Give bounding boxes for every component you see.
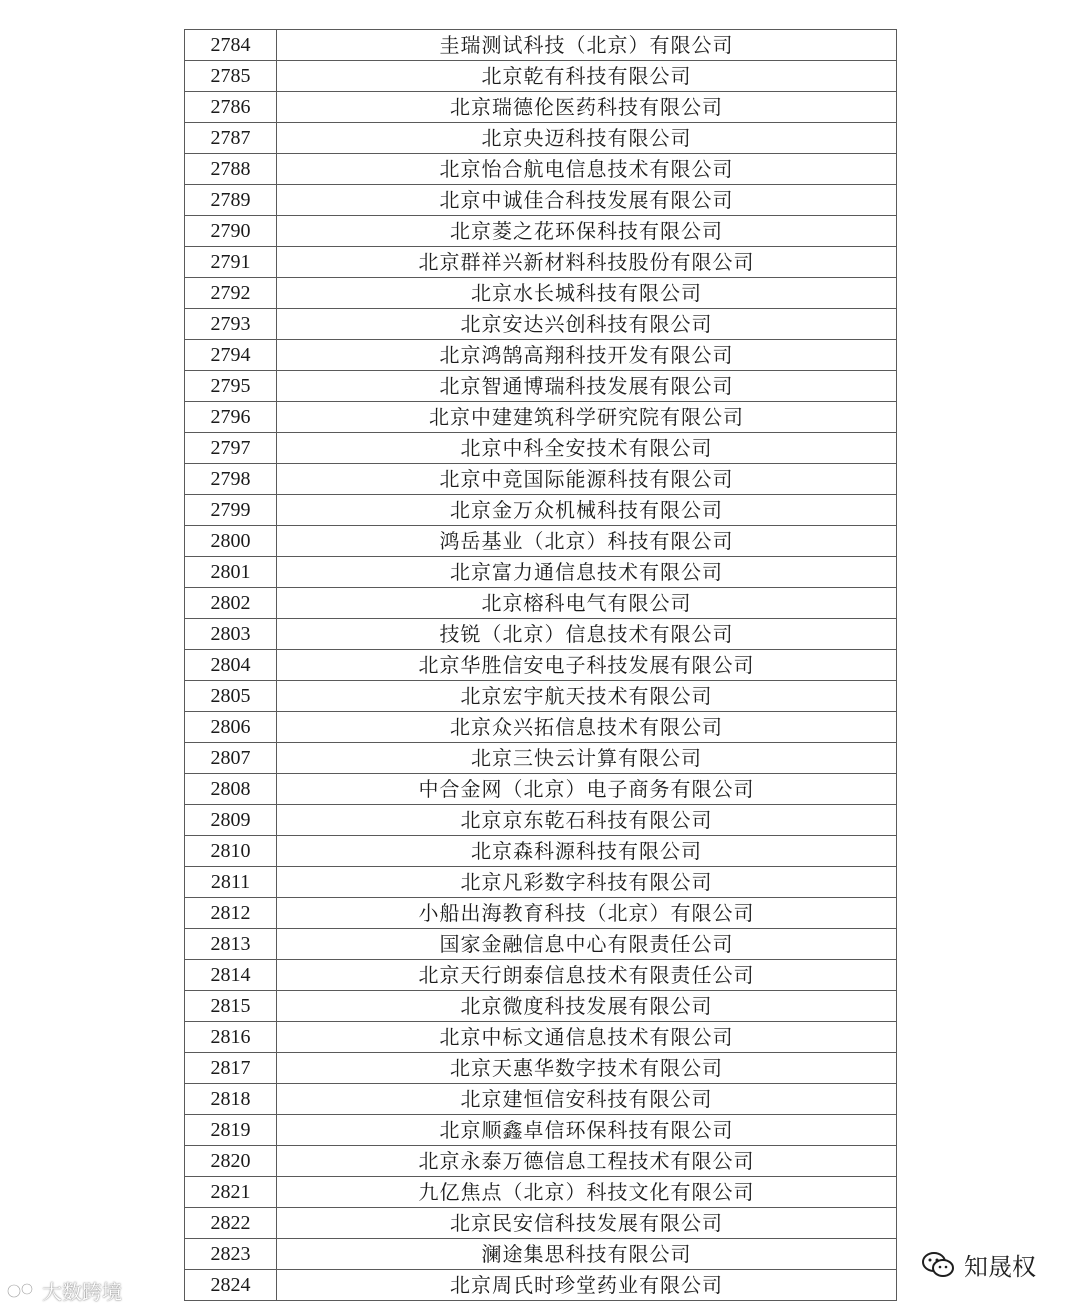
company-name-cell: 澜途集思科技有限公司 xyxy=(277,1239,897,1270)
row-number-cell: 2814 xyxy=(185,960,277,991)
table-row xyxy=(185,433,897,464)
company-name-cell: 北京榕科电气有限公司 xyxy=(277,588,897,619)
row-number-cell: 2791 xyxy=(185,247,277,278)
company-name-cell: 北京凡彩数字科技有限公司 xyxy=(277,867,897,898)
row-number-cell: 2785 xyxy=(185,61,277,92)
table-row xyxy=(185,1177,897,1208)
table-row xyxy=(185,61,897,92)
company-name-cell: 北京民安信科技发展有限公司 xyxy=(277,1208,897,1239)
table-row xyxy=(185,619,897,650)
table-row xyxy=(185,216,897,247)
row-number-cell: 2805 xyxy=(185,681,277,712)
table-row xyxy=(185,30,897,61)
table-row xyxy=(185,898,897,929)
company-name-cell: 北京中标文通信息技术有限公司 xyxy=(277,1022,897,1053)
row-number-cell: 2808 xyxy=(185,774,277,805)
row-number-cell: 2799 xyxy=(185,495,277,526)
table-row xyxy=(185,464,897,495)
table-row xyxy=(185,712,897,743)
watermark-right xyxy=(916,1245,1040,1284)
row-number-cell: 2790 xyxy=(185,216,277,247)
company-name-cell: 九亿焦点（北京）科技文化有限公司 xyxy=(277,1177,897,1208)
row-number-cell: 2812 xyxy=(185,898,277,929)
row-number-cell: 2801 xyxy=(185,557,277,588)
company-name-cell: 北京中建建筑科学研究院有限公司 xyxy=(277,402,897,433)
row-number-cell: 2806 xyxy=(185,712,277,743)
row-number-cell: 2784 xyxy=(185,30,277,61)
row-number-cell: 2823 xyxy=(185,1239,277,1270)
company-name-cell: 北京智通博瑞科技发展有限公司 xyxy=(277,371,897,402)
company-name-cell: 北京天惠华数字技术有限公司 xyxy=(277,1053,897,1084)
table-body xyxy=(185,30,897,1301)
company-name-cell: 北京京东乾石科技有限公司 xyxy=(277,805,897,836)
row-number-cell: 2815 xyxy=(185,991,277,1022)
company-name-cell: 北京微度科技发展有限公司 xyxy=(277,991,897,1022)
company-name-cell: 北京怡合航电信息技术有限公司 xyxy=(277,154,897,185)
table-row xyxy=(185,743,897,774)
row-number-cell: 2811 xyxy=(185,867,277,898)
table-row xyxy=(185,867,897,898)
table-row xyxy=(185,805,897,836)
row-number-cell: 2818 xyxy=(185,1084,277,1115)
row-number-cell: 2795 xyxy=(185,371,277,402)
table-row xyxy=(185,1022,897,1053)
row-number-cell: 2824 xyxy=(185,1270,277,1301)
table-row xyxy=(185,774,897,805)
company-name-cell: 国家金融信息中心有限责任公司 xyxy=(277,929,897,960)
company-list-table-wrapper xyxy=(184,29,896,1301)
row-number-cell: 2817 xyxy=(185,1053,277,1084)
table-row xyxy=(185,991,897,1022)
table-row xyxy=(185,681,897,712)
company-name-cell: 北京菱之花环保科技有限公司 xyxy=(277,216,897,247)
row-number-cell: 2803 xyxy=(185,619,277,650)
table-row xyxy=(185,495,897,526)
company-name-cell: 北京群祥兴新材料科技股份有限公司 xyxy=(277,247,897,278)
row-number-cell: 2819 xyxy=(185,1115,277,1146)
row-number-cell: 2787 xyxy=(185,123,277,154)
table-row xyxy=(185,650,897,681)
company-name-cell: 北京安达兴创科技有限公司 xyxy=(277,309,897,340)
company-name-cell: 北京瑞德伦医药科技有限公司 xyxy=(277,92,897,123)
table-row xyxy=(185,1146,897,1177)
table-row xyxy=(185,371,897,402)
row-number-cell: 2807 xyxy=(185,743,277,774)
row-number-cell: 2789 xyxy=(185,185,277,216)
row-number-cell: 2793 xyxy=(185,309,277,340)
row-number-cell: 2800 xyxy=(185,526,277,557)
table-row xyxy=(185,588,897,619)
company-name-cell: 北京顺鑫卓信环保科技有限公司 xyxy=(277,1115,897,1146)
company-name-cell: 北京乾有科技有限公司 xyxy=(277,61,897,92)
company-name-cell: 北京永泰万德信息工程技术有限公司 xyxy=(277,1146,897,1177)
table-row xyxy=(185,154,897,185)
watermark-right-text: 知晟权 xyxy=(964,1253,1036,1281)
company-name-cell: 小船出海教育科技（北京）有限公司 xyxy=(277,898,897,929)
row-number-cell: 2792 xyxy=(185,278,277,309)
company-name-cell: 北京中诚佳合科技发展有限公司 xyxy=(277,185,897,216)
company-name-cell: 北京央迈科技有限公司 xyxy=(277,123,897,154)
table-row xyxy=(185,557,897,588)
table-row xyxy=(185,185,897,216)
table-row xyxy=(185,960,897,991)
table-row xyxy=(185,1270,897,1301)
company-name-cell: 北京周氏时珍堂药业有限公司 xyxy=(277,1270,897,1301)
table-row xyxy=(185,1053,897,1084)
watermark-left-text: 大数跨境 xyxy=(42,1280,122,1304)
table-row xyxy=(185,526,897,557)
table-row xyxy=(185,92,897,123)
table-row xyxy=(185,402,897,433)
company-name-cell: 北京富力通信息技术有限公司 xyxy=(277,557,897,588)
row-number-cell: 2804 xyxy=(185,650,277,681)
row-number-cell: 2816 xyxy=(185,1022,277,1053)
table-row xyxy=(185,309,897,340)
row-number-cell: 2788 xyxy=(185,154,277,185)
row-number-cell: 2809 xyxy=(185,805,277,836)
row-number-cell: 2822 xyxy=(185,1208,277,1239)
company-name-cell: 北京建恒信安科技有限公司 xyxy=(277,1084,897,1115)
table-row xyxy=(185,929,897,960)
row-number-cell: 2797 xyxy=(185,433,277,464)
row-number-cell: 2786 xyxy=(185,92,277,123)
company-list-table xyxy=(184,29,897,1301)
company-name-cell: 北京水长城科技有限公司 xyxy=(277,278,897,309)
company-name-cell: 鸿岳基业（北京）科技有限公司 xyxy=(277,526,897,557)
table-row xyxy=(185,836,897,867)
row-number-cell: 2813 xyxy=(185,929,277,960)
table-row xyxy=(185,123,897,154)
table-row xyxy=(185,247,897,278)
table-row xyxy=(185,1208,897,1239)
company-name-cell: 北京宏宇航天技术有限公司 xyxy=(277,681,897,712)
company-name-cell: 中合金网（北京）电子商务有限公司 xyxy=(277,774,897,805)
company-name-cell: 北京金万众机械科技有限公司 xyxy=(277,495,897,526)
table-row xyxy=(185,1084,897,1115)
company-name-cell: 北京众兴拓信息技术有限公司 xyxy=(277,712,897,743)
brand-logo-icon xyxy=(6,1280,36,1302)
company-name-cell: 技锐（北京）信息技术有限公司 xyxy=(277,619,897,650)
table-row xyxy=(185,278,897,309)
watermark-left xyxy=(6,1276,122,1305)
row-number-cell: 2810 xyxy=(185,836,277,867)
row-number-cell: 2798 xyxy=(185,464,277,495)
company-name-cell: 北京中竞国际能源科技有限公司 xyxy=(277,464,897,495)
table-row xyxy=(185,1115,897,1146)
row-number-cell: 2821 xyxy=(185,1177,277,1208)
row-number-cell: 2820 xyxy=(185,1146,277,1177)
company-name-cell: 北京中科全安技术有限公司 xyxy=(277,433,897,464)
company-name-cell: 北京鸿鹄高翔科技开发有限公司 xyxy=(277,340,897,371)
company-name-cell: 北京三快云计算有限公司 xyxy=(277,743,897,774)
company-name-cell: 北京华胜信安电子科技发展有限公司 xyxy=(277,650,897,681)
wechat-icon xyxy=(920,1250,956,1280)
company-name-cell: 北京森科源科技有限公司 xyxy=(277,836,897,867)
table-row xyxy=(185,340,897,371)
row-number-cell: 2794 xyxy=(185,340,277,371)
row-number-cell: 2796 xyxy=(185,402,277,433)
row-number-cell: 2802 xyxy=(185,588,277,619)
table-row xyxy=(185,1239,897,1270)
company-name-cell: 北京天行朗泰信息技术有限责任公司 xyxy=(277,960,897,991)
company-name-cell: 圭瑞测试科技（北京）有限公司 xyxy=(277,30,897,61)
